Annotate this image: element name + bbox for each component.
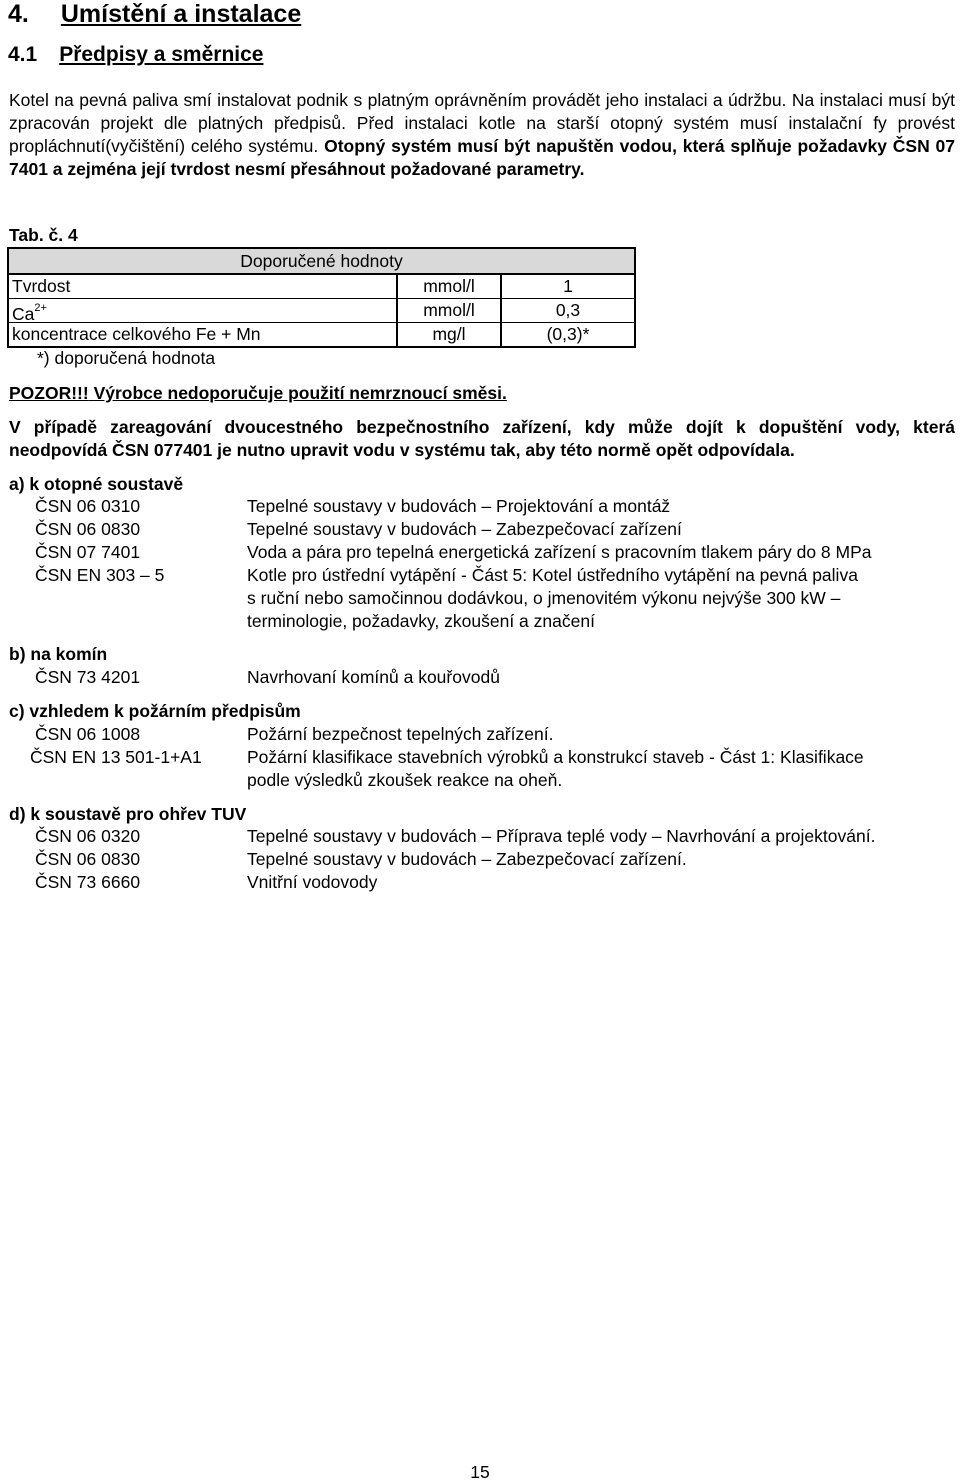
table-cell-value: (0,3)*: [546, 324, 590, 344]
norm-description: Tepelné soustavy v budovách – Zabezpečovací zařízení: [247, 519, 682, 539]
section-d-title: d) k soustavě pro ohřev TUV: [9, 804, 247, 824]
norm-description: Tepelné soustavy v budovách – Příprava teplé vody – Navrhování a projektování.: [247, 826, 876, 846]
norm-code: ČSN 06 1008: [35, 724, 141, 744]
section-a-title: a) k otopné soustavě: [9, 474, 184, 494]
norm-description: Navrhovaní komínů a kouřovodů: [247, 667, 500, 687]
table-cell-name: $Ca^{2+}$: [9, 299, 398, 322]
table-cell-unit: mmol/l: [398, 275, 502, 298]
table-row: [9, 275, 634, 298]
norm-description-cont: podle výsledků zkoušek reakce na oheň.: [247, 770, 563, 790]
table-cell-name: Tvrdost: [9, 275, 398, 298]
norm-code: ČSN EN 13 501-1+A1: [30, 747, 202, 767]
section-c-title: c) vzhledem k požárním předpisům: [9, 701, 301, 721]
page-number: 15: [470, 1462, 490, 1482]
norm-code: ČSN 73 4201: [35, 667, 141, 687]
norm-code: ČSN EN 303 – 5: [35, 565, 165, 585]
norm-code: ČSN 06 0320: [35, 826, 141, 846]
intro-text: Kotel na pevná paliva smí instalovat podnik s platným oprávněním provádět jeho instalaci a údržbu. Na instalaci musí být zpracován projekt dle platných předpisů. Před instalaci kotle na starší otopný systém musí instalační fy provést propláchnutí(vyčištění) celého systému.: [9, 90, 955, 156]
warning-note: [9, 383, 507, 404]
section-title: Předpisy a směrnice: [59, 43, 264, 66]
norm-code: ČSN 06 0310: [35, 496, 141, 516]
table-row: [9, 322, 634, 346]
intro-bold-text: Otopný systém musí být napuštěn vodou, která splňuje požadavky ČSN 07 7401 a zejména její tvrdost nesmí přesáhnout požadované parametry.: [9, 136, 955, 179]
table-cell-value: 0,3: [555, 300, 581, 320]
table-caption: Tab. č. 4: [9, 225, 78, 245]
norm-description: Kotle pro ústřední vytápění - Část 5: Kotel ústředního vytápění na pevná paliva: [247, 565, 858, 585]
table-footnote: *) doporučená hodnota: [37, 348, 216, 368]
table-header: Doporučené hodnoty: [9, 249, 634, 275]
table-row: [9, 298, 634, 322]
norm-code: ČSN 06 0830: [35, 519, 141, 539]
warning-prefix: POZOR!!!: [9, 383, 89, 403]
norm-description-cont: terminologie, požadavky, zkoušení a značení: [247, 611, 595, 631]
chapter-number: 4.: [8, 0, 29, 28]
intro-paragraph: [9, 89, 955, 181]
recommended-values-table: [7, 247, 636, 348]
norm-code: ČSN 06 0830: [35, 849, 141, 869]
norm-description: Tepelné soustavy v budovách – Zabezpečovací zařízení.: [247, 849, 687, 869]
norm-description: Voda a pára pro tepelná energetická zařízení s pracovním tlakem páry do 8 MPa: [247, 542, 872, 562]
norm-description: Vnitřní vodovody: [247, 872, 378, 892]
valve-note: V případě zareagování dvoucestného bezpečnostního zařízení, kdy může dojít k dopuštění vody, která neodpovídá ČSN 077401 je nutno upravit vodu v systému tak, aby této normě opět odpovídala.: [9, 417, 955, 460]
norm-description: Tepelné soustavy v budovách – Projektování a montáž: [247, 496, 671, 516]
norm-code: ČSN 73 6660: [35, 872, 141, 892]
table-cell-name: koncentrace celkového Fe + Mn: [9, 323, 398, 346]
chapter-heading: [8, 0, 301, 29]
norm-code: ČSN 07 7401: [35, 542, 141, 562]
norm-description-cont: s ruční nebo samočinnou dodávkou, o jmenovitém výkonu nejvýše 300 kW –: [247, 588, 841, 608]
section-heading: [8, 43, 263, 67]
warning-text: Výrobce nedoporučuje použití nemrznoucí směsi.: [88, 383, 507, 403]
superscript-charge: 2+: [34, 302, 47, 314]
table-cell-unit: mmol/l: [398, 299, 502, 322]
section-number: 4.1: [8, 43, 38, 66]
chapter-title: Umístění a instalace: [60, 0, 302, 28]
norm-description: Požární klasifikace stavebních výrobků a konstrukcí staveb - Část 1: Klasifikace: [247, 747, 864, 767]
norm-description: Požární bezpečnost tepelných zařízení.: [247, 724, 554, 744]
table-cell-value: 1: [563, 276, 573, 296]
section-b-title: b) na komín: [9, 644, 108, 664]
table-cell-unit: mg/l: [398, 323, 502, 346]
